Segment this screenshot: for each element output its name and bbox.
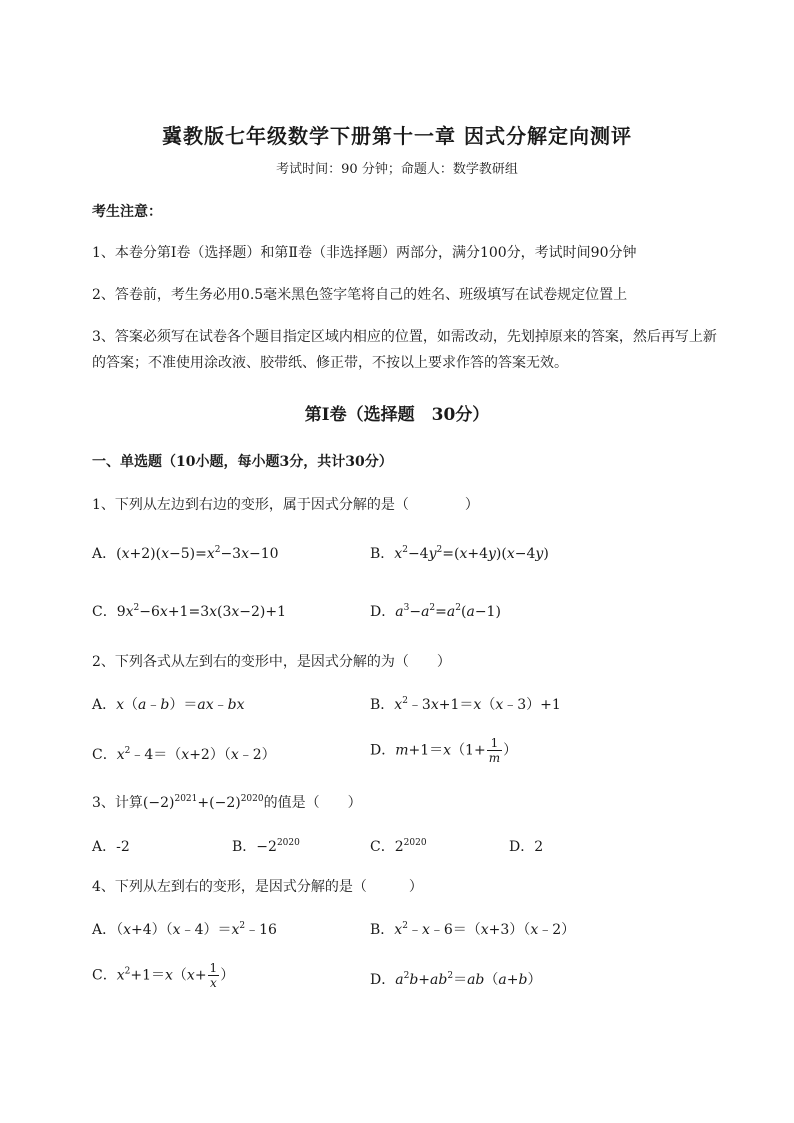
notice-item-3-cont: 的答案；不准使用涂改液、胶带纸、修正带，不按以上要求作答的答案无效。 — [92, 355, 568, 371]
fraction: $\frac{1}{m}$ — [488, 736, 501, 765]
question-2-stem: 2、下列各式从左到右的变形中，是因式分解的为（ ） — [92, 654, 451, 670]
fraction: $\frac{1}{x}$ — [209, 961, 218, 990]
option-label: B． — [232, 839, 257, 855]
option-label: B． — [370, 697, 395, 713]
question-4-option-a: A．$(x+4)(x﹣4)=x^2﹣16$ — [92, 921, 277, 938]
option-label: C． — [370, 839, 395, 855]
option-label: C． — [92, 604, 117, 620]
question-3-stem: 3、计算$(-2)^{2021}+(-2)^{2020}$的值是（ ） — [92, 794, 362, 811]
question-3-option-d: D．2 — [509, 839, 544, 855]
option-label: A． — [92, 546, 117, 562]
question-1-option-a: A．$(x+2)(x-5)=x^2-3x-10$ — [92, 545, 279, 562]
question-1-option-d: D．$a^3-a^2=a^2(a-1)$ — [370, 603, 501, 620]
option-label: C． — [92, 747, 117, 763]
option-label: D． — [370, 604, 396, 620]
question-1-option-b: B．$x^2-4y^2=(x+4y)(x-4y)$ — [370, 545, 549, 562]
option-label: B． — [370, 546, 395, 562]
question-4-stem: 4、下列从左到右的变形，是因式分解的是（ ） — [92, 879, 423, 895]
page-title: 冀教版七年级数学下册第十一章 因式分解定向测评 — [162, 124, 632, 148]
question-4-option-b: B．$x^2﹣x﹣6=(x+3)(x﹣2)$ — [370, 921, 576, 938]
question-1-option-c: C．$9x^2-6x+1=3x(3x-2)+1$ — [92, 603, 287, 620]
notice-item-2: 2、答卷前，考生务必用0.5毫米黑色签字笔将自己的姓名、班级填写在试卷规定位置上 — [92, 287, 628, 303]
section-heading: 一、单选题（10小题，每小题3分，共计30分） — [92, 454, 393, 470]
question-3-option-c: C．$2^{2020}$ — [370, 838, 427, 855]
notice-item-3: 3、答案必须写在试卷各个题目指定区域内相应的位置，如需改动，先划掉原来的答案，然后再写上新 — [92, 329, 717, 345]
exam-info: 考试时间：90 分钟；命题人：数学教研组 — [276, 162, 518, 177]
question-3-option-b: B．$-2^{2020}$ — [232, 838, 300, 855]
option-label: A． — [92, 922, 117, 938]
question-1-stem: 1、下列从左边到右边的变形，属于因式分解的是（ ） — [92, 497, 479, 513]
question-4-option-d: D．$a^2b+ab^2=ab(a+b)$ — [370, 971, 542, 988]
option-label: D． — [370, 972, 396, 988]
option-label: C． — [92, 967, 117, 984]
question-4-option-c: C．$x^2+1=x(x+$ $\frac{1}{x}$ ） — [92, 961, 235, 990]
question-2-option-b: B．$x^2﹣3x+1=x(x﹣3)+1$ — [370, 696, 561, 713]
option-label: D． — [370, 742, 396, 759]
question-2-option-d: D．m+1＝x（1+ $\frac{1}{m}$ ） — [370, 736, 518, 765]
question-3-option-a: A．-2 — [92, 839, 130, 855]
notice-item-1: 1、本卷分第Ⅰ卷（选择题）和第Ⅱ卷（非选择题）两部分，满分100分，考试时间90分钟 — [92, 245, 637, 261]
option-label: B． — [370, 922, 395, 938]
question-2-option-a: A．x（a﹣b）＝ax﹣bx — [92, 697, 245, 713]
option-label: A． — [92, 697, 117, 713]
part1-title: 第Ⅰ卷（选择题 30分） — [304, 405, 490, 425]
notice-heading: 考生注意： — [92, 204, 162, 220]
question-2-option-c: C．$x^2﹣4=(x+2)(x﹣2)$ — [92, 746, 276, 763]
